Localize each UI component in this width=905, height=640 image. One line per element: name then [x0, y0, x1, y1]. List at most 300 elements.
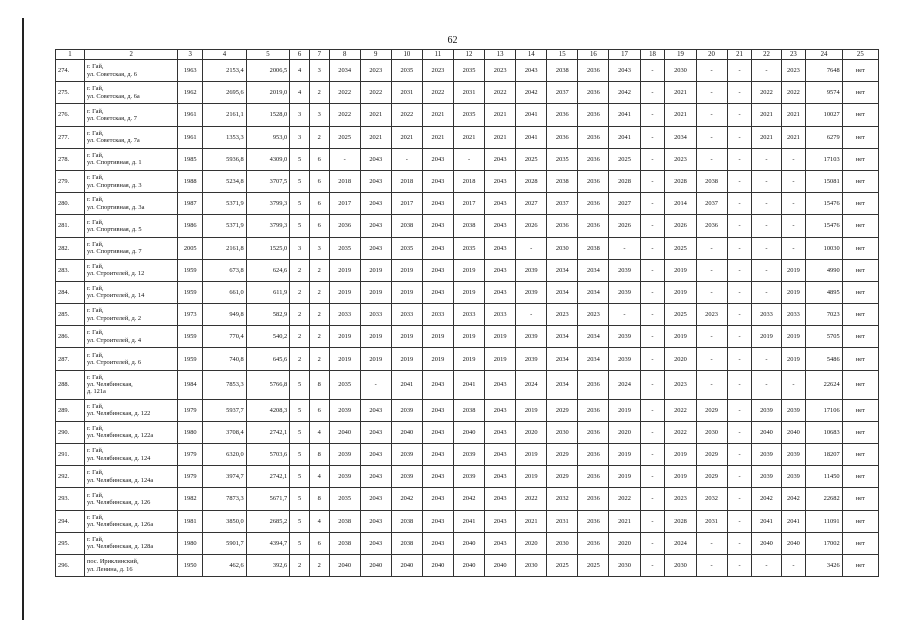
address-cell	[85, 532, 178, 554]
column-header: 16	[578, 50, 609, 60]
cell-col-3: 1959	[178, 348, 203, 370]
cell-col-23: 2019	[781, 259, 806, 281]
cell-col-12: 2017	[453, 193, 484, 215]
cell-col-5: 392,6	[246, 554, 290, 576]
cell-col-22: -	[752, 148, 781, 170]
cell-col-23: -	[781, 215, 806, 237]
cell-col-7: 4	[309, 510, 329, 532]
cell-col-12: 2018	[453, 170, 484, 192]
table-row	[56, 399, 879, 421]
cell-col-13: 2043	[485, 421, 516, 443]
cell-col-17: 2019	[609, 399, 640, 421]
cell-col-25: нет	[842, 60, 878, 82]
cell-col-25: нет	[842, 126, 878, 148]
cell-col-24: 4895	[806, 281, 842, 303]
table-row	[56, 488, 879, 510]
address-cell	[85, 82, 178, 104]
cell-col-11: 2040	[422, 554, 453, 576]
cell-col-5: 2742,1	[246, 421, 290, 443]
address-line: ул. Челябинская, д. 122	[87, 410, 151, 418]
address-line: г. Гай,	[87, 285, 104, 293]
address-line: ул. Спортивная, д. 3а	[87, 203, 145, 211]
cell-col-14: 2030	[516, 554, 547, 576]
table-row	[56, 193, 879, 215]
cell-col-20: 2023	[696, 304, 727, 326]
cell-col-12: 2019	[453, 259, 484, 281]
address-cell	[85, 399, 178, 421]
cell-col-4: 3974,7	[203, 466, 247, 488]
address-line: г. Гай,	[87, 262, 104, 270]
cell-col-23: 2039	[781, 444, 806, 466]
cell-col-22: 2033	[752, 304, 781, 326]
address-line: ул. Советская, д. 7	[87, 114, 137, 122]
address-cell	[85, 421, 178, 443]
cell-col-23: 2039	[781, 466, 806, 488]
cell-col-20: 2029	[696, 399, 727, 421]
table-row	[56, 281, 879, 303]
cell-col-13: 2043	[485, 215, 516, 237]
cell-col-5: 4309,0	[246, 148, 290, 170]
cell-col-20: -	[696, 259, 727, 281]
cell-col-24: 18207	[806, 444, 842, 466]
cell-col-7: 8	[309, 444, 329, 466]
cell-col-10: 2017	[391, 193, 422, 215]
cell-col-7: 6	[309, 170, 329, 192]
cell-col-9: 2022	[360, 82, 391, 104]
address-line: г. Гай,	[87, 373, 104, 381]
column-header: 10	[391, 50, 422, 60]
cell-col-11: 2019	[422, 326, 453, 348]
row-number: 278.	[56, 148, 85, 170]
cell-col-8: 2038	[329, 510, 360, 532]
cell-col-7: 6	[309, 399, 329, 421]
cell-col-16: 2036	[578, 370, 609, 399]
cell-col-9: -	[360, 370, 391, 399]
cell-col-18: -	[640, 148, 665, 170]
cell-col-3: 2005	[178, 237, 203, 259]
cell-col-4: 2153,4	[203, 60, 247, 82]
table-row	[56, 126, 879, 148]
table-row	[56, 370, 879, 399]
cell-col-12: 2039	[453, 466, 484, 488]
address-line: ул. Советская, д. 6а	[87, 92, 140, 100]
cell-col-11: 2043	[422, 466, 453, 488]
cell-col-11: 2019	[422, 348, 453, 370]
cell-col-6: 2	[290, 326, 310, 348]
cell-col-25: нет	[842, 215, 878, 237]
cell-col-16: 2036	[578, 148, 609, 170]
address-line: г. Гай,	[87, 425, 104, 432]
cell-col-3: 1979	[178, 466, 203, 488]
cell-col-11: 2043	[422, 148, 453, 170]
cell-col-24: 10030	[806, 237, 842, 259]
cell-col-10: 2039	[391, 444, 422, 466]
cell-col-15: 2036	[547, 215, 578, 237]
cell-col-18: -	[640, 370, 665, 399]
cell-col-22: -	[752, 215, 781, 237]
cell-col-3: 1988	[178, 170, 203, 192]
address-line: ул. Челябинская, д. 124а	[87, 476, 154, 484]
cell-col-5: 5671,7	[246, 488, 290, 510]
cell-col-20: 2038	[696, 170, 727, 192]
address-line: ул. Строителей, д. 4	[87, 336, 142, 344]
cell-col-21: -	[727, 444, 752, 466]
cell-col-6: 5	[290, 193, 310, 215]
address-line: ул. Челябинская, д. 128а	[87, 543, 154, 551]
housing-register-table	[55, 49, 879, 577]
cell-col-17: 2027	[609, 193, 640, 215]
row-number: 287.	[56, 348, 85, 370]
cell-col-19: 2024	[665, 532, 696, 554]
cell-col-15: 2031	[547, 510, 578, 532]
address-cell	[85, 488, 178, 510]
cell-col-14: 2020	[516, 532, 547, 554]
cell-col-18: -	[640, 60, 665, 82]
cell-col-16: 2036	[578, 170, 609, 192]
cell-col-6: 5	[290, 444, 310, 466]
cell-col-22: 2021	[752, 126, 781, 148]
cell-col-9: 2043	[360, 399, 391, 421]
cell-col-25: нет	[842, 399, 878, 421]
cell-col-19: 2030	[665, 554, 696, 576]
cell-col-10: 2022	[391, 104, 422, 126]
address-line: ул. Челябинская,	[87, 380, 133, 388]
cell-col-10: 2041	[391, 370, 422, 399]
cell-col-12: 2040	[453, 532, 484, 554]
table-row	[56, 304, 879, 326]
cell-col-20: 2036	[696, 215, 727, 237]
cell-col-9: 2019	[360, 348, 391, 370]
cell-col-20: 2029	[696, 466, 727, 488]
cell-col-4: 5371,9	[203, 215, 247, 237]
cell-col-18: -	[640, 532, 665, 554]
address-line: ул. Советская, д. 6	[87, 70, 137, 78]
cell-col-7: 3	[309, 60, 329, 82]
cell-col-11: 2033	[422, 304, 453, 326]
cell-col-21: -	[727, 399, 752, 421]
cell-col-15: 2023	[547, 304, 578, 326]
address-cell	[85, 554, 178, 576]
cell-col-10: 2040	[391, 554, 422, 576]
cell-col-12: 2041	[453, 370, 484, 399]
cell-col-16: 2036	[578, 399, 609, 421]
cell-col-4: 5371,9	[203, 193, 247, 215]
cell-col-16: 2036	[578, 104, 609, 126]
cell-col-20: -	[696, 326, 727, 348]
cell-col-22: 2040	[752, 532, 781, 554]
cell-col-24: 22624	[806, 370, 842, 399]
cell-col-6: 2	[290, 281, 310, 303]
cell-col-16: 2036	[578, 82, 609, 104]
cell-col-3: 1984	[178, 370, 203, 399]
cell-col-19: 2022	[665, 399, 696, 421]
cell-col-7: 3	[309, 237, 329, 259]
cell-col-21: -	[727, 466, 752, 488]
cell-col-13: 2043	[485, 399, 516, 421]
cell-col-3: 1961	[178, 126, 203, 148]
cell-col-8: 2036	[329, 215, 360, 237]
column-header: 22	[752, 50, 781, 60]
column-header: 1	[56, 50, 85, 60]
row-number: 289.	[56, 399, 85, 421]
cell-col-3: 1985	[178, 148, 203, 170]
cell-col-9: 2019	[360, 259, 391, 281]
cell-col-9: 2043	[360, 193, 391, 215]
cell-col-25: нет	[842, 554, 878, 576]
cell-col-21: -	[727, 281, 752, 303]
cell-col-7: 6	[309, 215, 329, 237]
cell-col-3: 1962	[178, 82, 203, 104]
cell-col-3: 1950	[178, 554, 203, 576]
cell-col-3: 1982	[178, 488, 203, 510]
cell-col-24: 15081	[806, 170, 842, 192]
cell-col-17: 2019	[609, 466, 640, 488]
cell-col-16: 2036	[578, 532, 609, 554]
cell-col-18: -	[640, 304, 665, 326]
address-line: ул. Ленина, д. 16	[87, 565, 133, 573]
cell-col-12: 2039	[453, 444, 484, 466]
cell-col-19: 2030	[665, 60, 696, 82]
cell-col-5: 5766,8	[246, 370, 290, 399]
cell-col-20: 2029	[696, 444, 727, 466]
address-cell	[85, 304, 178, 326]
cell-col-15: 2038	[547, 60, 578, 82]
cell-col-23: 2021	[781, 126, 806, 148]
cell-col-22: -	[752, 259, 781, 281]
cell-col-22: 2039	[752, 399, 781, 421]
cell-col-19: 2025	[665, 237, 696, 259]
cell-col-13: 2043	[485, 148, 516, 170]
cell-col-14: 2039	[516, 326, 547, 348]
cell-col-7: 2	[309, 326, 329, 348]
cell-col-6: 5	[290, 488, 310, 510]
cell-col-19: 2021	[665, 82, 696, 104]
cell-col-5: 4208,3	[246, 399, 290, 421]
cell-col-19: 2019	[665, 326, 696, 348]
page-number: 62	[447, 35, 458, 46]
cell-col-8: 2019	[329, 259, 360, 281]
cell-col-19: 2019	[665, 444, 696, 466]
cell-col-22: -	[752, 348, 781, 370]
cell-col-18: -	[640, 466, 665, 488]
cell-col-15: 2036	[547, 104, 578, 126]
cell-col-15: 2034	[547, 281, 578, 303]
cell-col-14: 2043	[516, 60, 547, 82]
cell-col-13: 2033	[485, 304, 516, 326]
cell-col-25: нет	[842, 488, 878, 510]
cell-col-14: 2020	[516, 421, 547, 443]
cell-col-3: 1959	[178, 259, 203, 281]
column-header: 14	[516, 50, 547, 60]
cell-col-16: 2036	[578, 215, 609, 237]
cell-col-19: 2019	[665, 259, 696, 281]
address-cell	[85, 370, 178, 399]
cell-col-4: 1353,3	[203, 126, 247, 148]
cell-col-5: 624,6	[246, 259, 290, 281]
cell-col-15: 2030	[547, 237, 578, 259]
cell-col-23: 2040	[781, 532, 806, 554]
cell-col-9: 2043	[360, 237, 391, 259]
cell-col-11: 2043	[422, 370, 453, 399]
column-header: 3	[178, 50, 203, 60]
cell-col-5: 1528,0	[246, 104, 290, 126]
row-number: 275.	[56, 82, 85, 104]
cell-col-15: 2037	[547, 82, 578, 104]
cell-col-14: 2026	[516, 215, 547, 237]
cell-col-17: 2043	[609, 60, 640, 82]
cell-col-24: 7023	[806, 304, 842, 326]
cell-col-8: 2035	[329, 488, 360, 510]
address-cell	[85, 193, 178, 215]
cell-col-6: 2	[290, 304, 310, 326]
cell-col-20: -	[696, 60, 727, 82]
cell-col-22: -	[752, 370, 781, 399]
cell-col-14: -	[516, 304, 547, 326]
cell-col-24: 10683	[806, 421, 842, 443]
address-line: г. Гай,	[87, 491, 104, 499]
cell-col-21: -	[727, 60, 752, 82]
cell-col-10: -	[391, 148, 422, 170]
cell-col-15: 2036	[547, 126, 578, 148]
cell-col-23: -	[781, 370, 806, 399]
cell-col-16: 2036	[578, 421, 609, 443]
cell-col-5: 2006,5	[246, 60, 290, 82]
row-number: 294.	[56, 510, 85, 532]
cell-col-21: -	[727, 532, 752, 554]
column-header: 6	[290, 50, 310, 60]
cell-col-11: 2043	[422, 510, 453, 532]
cell-col-23: 2021	[781, 104, 806, 126]
cell-col-21: -	[727, 104, 752, 126]
cell-col-19: 2028	[665, 510, 696, 532]
address-line: г. Гай,	[87, 129, 104, 137]
cell-col-14: 2039	[516, 348, 547, 370]
cell-col-22: 2041	[752, 510, 781, 532]
cell-col-12: -	[453, 148, 484, 170]
column-header: 8	[329, 50, 360, 60]
cell-col-9: 2043	[360, 170, 391, 192]
column-header: 7	[309, 50, 329, 60]
address-cell	[85, 126, 178, 148]
cell-col-9: 2019	[360, 326, 391, 348]
address-cell	[85, 215, 178, 237]
cell-col-11: 2021	[422, 126, 453, 148]
cell-col-20: -	[696, 126, 727, 148]
cell-col-6: 5	[290, 170, 310, 192]
cell-col-9: 2043	[360, 510, 391, 532]
address-line: г. Гай,	[87, 447, 104, 455]
cell-col-13: 2043	[485, 532, 516, 554]
cell-col-7: 2	[309, 304, 329, 326]
column-header: 25	[842, 50, 878, 60]
column-header: 20	[696, 50, 727, 60]
cell-col-5: 3799,3	[246, 193, 290, 215]
cell-col-10: 2035	[391, 237, 422, 259]
cell-col-21: -	[727, 510, 752, 532]
cell-col-10: 2031	[391, 82, 422, 104]
cell-col-12: 2038	[453, 399, 484, 421]
cell-col-10: 2019	[391, 326, 422, 348]
cell-col-13: 2043	[485, 370, 516, 399]
address-cell	[85, 466, 178, 488]
cell-col-23: 2041	[781, 510, 806, 532]
row-number: 291.	[56, 444, 85, 466]
cell-col-11: 2043	[422, 259, 453, 281]
cell-col-5: 5703,6	[246, 444, 290, 466]
cell-col-17: 2022	[609, 488, 640, 510]
cell-col-22: 2039	[752, 466, 781, 488]
address-line: д. 121а	[87, 388, 106, 396]
cell-col-15: 2034	[547, 348, 578, 370]
cell-col-3: 1986	[178, 215, 203, 237]
cell-col-25: нет	[842, 237, 878, 259]
cell-col-13: 2043	[485, 510, 516, 532]
row-number: 280.	[56, 193, 85, 215]
cell-col-4: 673,8	[203, 259, 247, 281]
cell-col-16: 2034	[578, 348, 609, 370]
cell-col-20: 2032	[696, 488, 727, 510]
cell-col-8: 2039	[329, 444, 360, 466]
cell-col-5: 953,0	[246, 126, 290, 148]
cell-col-18: -	[640, 237, 665, 259]
cell-col-18: -	[640, 554, 665, 576]
cell-col-3: 1963	[178, 60, 203, 82]
cell-col-10: 2019	[391, 259, 422, 281]
cell-col-8: 2022	[329, 82, 360, 104]
table-row	[56, 532, 879, 554]
cell-col-10: 2038	[391, 215, 422, 237]
cell-col-21: -	[727, 488, 752, 510]
row-number: 292.	[56, 466, 85, 488]
cell-col-7: 2	[309, 281, 329, 303]
cell-col-18: -	[640, 193, 665, 215]
cell-col-22: -	[752, 281, 781, 303]
cell-col-20: -	[696, 532, 727, 554]
cell-col-16: 2036	[578, 466, 609, 488]
address-line: ул. Спортивная, д. 7	[87, 248, 142, 256]
address-line: г. Гай,	[87, 85, 104, 93]
cell-col-10: 2038	[391, 532, 422, 554]
address-line: г. Гай,	[87, 151, 104, 159]
row-number: 288.	[56, 370, 85, 399]
cell-col-24: 11091	[806, 510, 842, 532]
row-number: 293.	[56, 488, 85, 510]
cell-col-21: -	[727, 148, 752, 170]
cell-col-10: 2018	[391, 170, 422, 192]
row-number: 279.	[56, 170, 85, 192]
cell-col-7: 4	[309, 421, 329, 443]
cell-col-11: 2043	[422, 488, 453, 510]
binding-margin-line	[22, 18, 24, 620]
cell-col-9: 2033	[360, 304, 391, 326]
cell-col-14: 2019	[516, 466, 547, 488]
row-number: 295.	[56, 532, 85, 554]
cell-col-8: 2035	[329, 370, 360, 399]
address-line: г. Гай,	[87, 329, 104, 337]
address-line: ул. Челябинская, д. 124	[87, 454, 151, 462]
cell-col-11: 2022	[422, 82, 453, 104]
cell-col-24: 10027	[806, 104, 842, 126]
cell-col-20: -	[696, 104, 727, 126]
cell-col-4: 740,8	[203, 348, 247, 370]
cell-col-24: 5486	[806, 348, 842, 370]
cell-col-14: 2042	[516, 82, 547, 104]
cell-col-24: 5705	[806, 326, 842, 348]
cell-col-25: нет	[842, 259, 878, 281]
cell-col-8: 2040	[329, 554, 360, 576]
cell-col-14: -	[516, 237, 547, 259]
cell-col-9: 2043	[360, 421, 391, 443]
